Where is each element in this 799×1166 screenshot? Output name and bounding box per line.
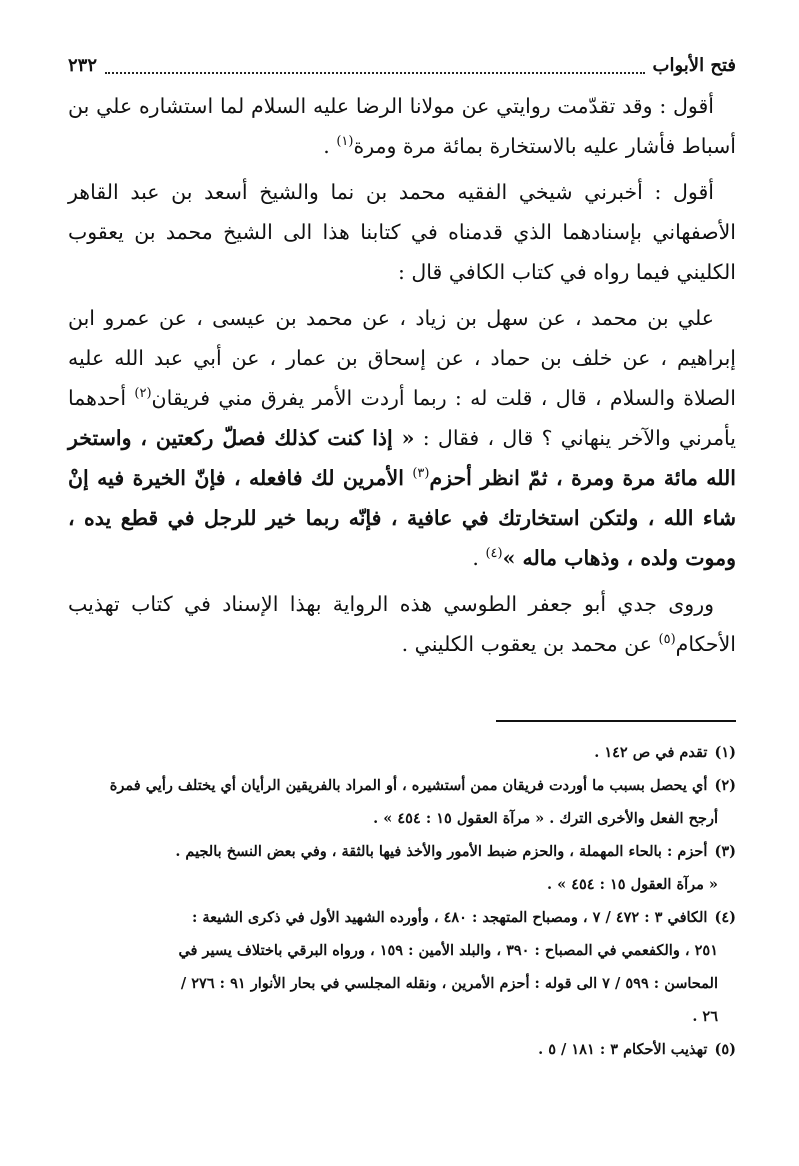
paragraph-3-text-b: أحدهما يأمرني والآخر ينهاني ؟ قال ، فقال : — [68, 386, 736, 450]
footnote-5 — [68, 1033, 736, 1066]
footnote-text: تهذيب الأحكام ٣ : ١٨١ / ٥ . — [538, 1041, 708, 1058]
paragraph-2-text: أقول : أخبرني شيخي الفقيه محمد بن نما والشيخ أسعد بن عبد القاهر الأصفهاني بإسنادهما الذي قدمناه في كتابنا هذا الى الشيخ محمد بن يعقوب الكليني فيما رواه في كتاب الكافي قال : — [68, 180, 736, 284]
paragraph-1 — [68, 86, 736, 166]
book-page — [68, 46, 736, 1066]
footnote-text: أي يحصل بسبب ما أوردت فريقان ممن أستشيره ، أو المراد بالفريقين الرأيان أي يختلف رأيي فمرة — [109, 777, 708, 794]
footnote-ref-3[interactable]: (٣) — [412, 466, 430, 482]
page-number: ٢٣٢ — [68, 55, 98, 76]
footnote-ref-5[interactable]: (٥) — [658, 632, 676, 648]
footnote-1 — [68, 736, 736, 769]
footnote-text-continued: « مرآة العقول ١٥ : ٤٥٤ » . — [546, 876, 718, 893]
paragraph-1-tail: . — [323, 134, 337, 158]
paragraph-1-text: أقول : وقد تقدّمت روايتي عن مولانا الرضا عليه السلام لما استشاره علي بن أسباط فأشار عليه بالاستخارة بمائة مرة ومرة — [68, 94, 736, 158]
footnote-text-continued: ٢٦ . — [692, 1008, 718, 1025]
paragraph-3-tail: . — [472, 546, 486, 570]
footnote-text: أحزم : بالحاء المهملة ، والحزم ضبط الأمور والأخذ فيها بالثقة ، وفي بعض النسخ بالجيم . — [175, 843, 708, 860]
footnote-3 — [68, 835, 736, 901]
paragraph-4-text-b: عن محمد بن يعقوب الكليني . — [401, 632, 659, 656]
footnote-text-continued: أرجح الفعل والأخرى الترك . « مرآة العقول ١٥ : ٤٥٤ » . — [373, 810, 718, 827]
running-header — [68, 46, 736, 86]
footnote-text: تقدم في ص ١٤٢ . — [594, 744, 708, 761]
footnote-ref-2[interactable]: (٢) — [134, 386, 152, 402]
footnote-divider — [496, 720, 736, 722]
hadith-quote-b: الأمرين لك فافعله ، فإنّ الخيرة فيه إنْ شاء الله ، ولتكن استخارتك في عافية ، فإنّه ربما خير للرجل في قطع يده ، وموت ولده ، وذهاب ماله » — [68, 466, 736, 570]
footnote-text-continued: المحاسن : ٥٩٩ / ٧ الى قوله : أحزم الأمرين ، ونقله المجلسي في بحار الأنوار ٩١ : ٢٧٦ / — [180, 975, 718, 992]
footnote-number: (٢) — [714, 777, 736, 794]
footnote-text-continued: ٢٥١ ، والكفعمي في المصباح : ٣٩٠ ، والبلد الأمين : ١٥٩ ، ورواه البرقي باختلاف يسير في — [178, 942, 718, 959]
paragraph-4 — [68, 584, 736, 664]
paragraph-3 — [68, 298, 736, 578]
paragraph-2 — [68, 172, 736, 292]
footnote-ref-4[interactable]: (٤) — [485, 546, 503, 562]
book-title: فتح الأبواب — [652, 55, 736, 76]
hadith-quote-a: « إذا كنت كذلك فصلّ ركعتين ، واستخر الله مائة مرة ومرة ، ثمّ انظر أحزم — [68, 426, 736, 490]
footnote-2 — [68, 769, 736, 835]
footnote-number: (٣) — [714, 843, 736, 860]
footnote-text: الكافي ٣ : ٤٧٢ / ٧ ، ومصباح المتهجد : ٤٨٠ ، وأورده الشهيد الأول في ذكرى الشيعة : — [191, 909, 708, 926]
footnote-ref-1[interactable]: (١) — [336, 134, 354, 150]
paragraph-4-text-a: وروى جدي أبو جعفر الطوسي هذه الرواية بهذا الإسناد في كتاب تهذيب الأحكام — [68, 592, 736, 656]
header-leader-dots — [105, 58, 645, 74]
paragraph-3-text-a: علي بن محمد ، عن سهل بن زياد ، عن محمد بن عيسى ، عن عمرو ابن إبراهيم ، عن خلف بن حماد ، عن إسحاق بن عمار ، عن أبي عبد الله عليه الصلاة والسلام ، قال ، قلت له : ربما أردت الأمر يفرق مني فريقان — [68, 306, 736, 410]
footnote-number: (٤) — [714, 909, 736, 926]
footnote-number: (٥) — [714, 1041, 736, 1058]
footnote-number: (١) — [714, 744, 736, 761]
footnotes — [68, 736, 736, 1066]
footnote-4 — [68, 901, 736, 1033]
